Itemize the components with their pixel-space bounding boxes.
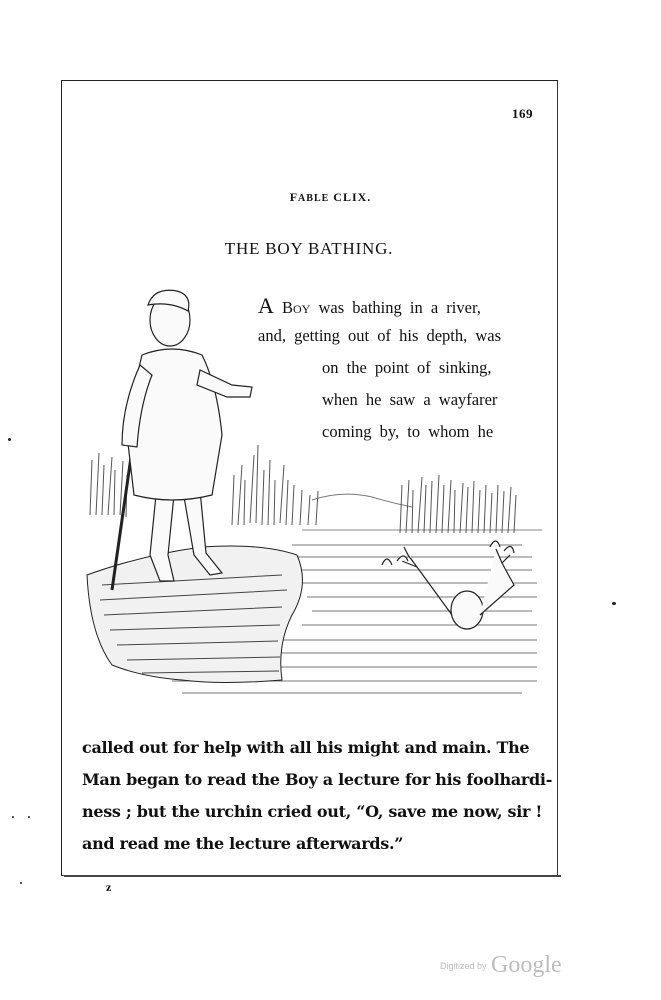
body-line-3: ness ; but the urchin cried out, “O, save me now, sir ! [82,802,543,821]
scan-speck [612,602,616,605]
illustration-boy-bathing [82,285,542,705]
intro-smallcaps: Boy [282,298,311,317]
drop-cap: A [258,293,274,318]
frame-bottom-rule [64,875,561,877]
intro-line-3: on the point of sinking, [322,358,492,377]
fable-label-number: CLIX. [333,190,372,204]
fable-label-rest: able [298,190,330,205]
intro-line-5: coming by, to whom he [322,422,494,441]
scan-speck [28,816,30,818]
body-line-4: and read me the lecture afterwards.” [82,834,404,853]
scan-speck [8,438,11,441]
digitized-by-google-watermark [440,952,562,979]
body-line-2: Man began to read the Boy a lecture for his foolhardi- [82,770,553,789]
scan-speck [20,882,22,884]
intro-line-4: when he saw a wayfarer [322,390,498,409]
fable-label-initial: F [289,190,299,204]
scan-speck [12,816,14,818]
intro-line-2: and, getting out of his depth, was [258,326,502,345]
fable-title: THE BOY BATHING. [224,239,394,258]
fable-number [0,190,661,206]
body-line-1: called out for help with all his might and main. The [82,738,530,757]
google-logo: Google [490,952,562,978]
signature-mark: z [106,880,112,894]
watermark-prefix: Digitized by [440,961,487,971]
intro-line-1 [258,295,540,317]
page-number: 169 [512,106,533,121]
intro-text: was bathing in a river, [310,298,481,317]
